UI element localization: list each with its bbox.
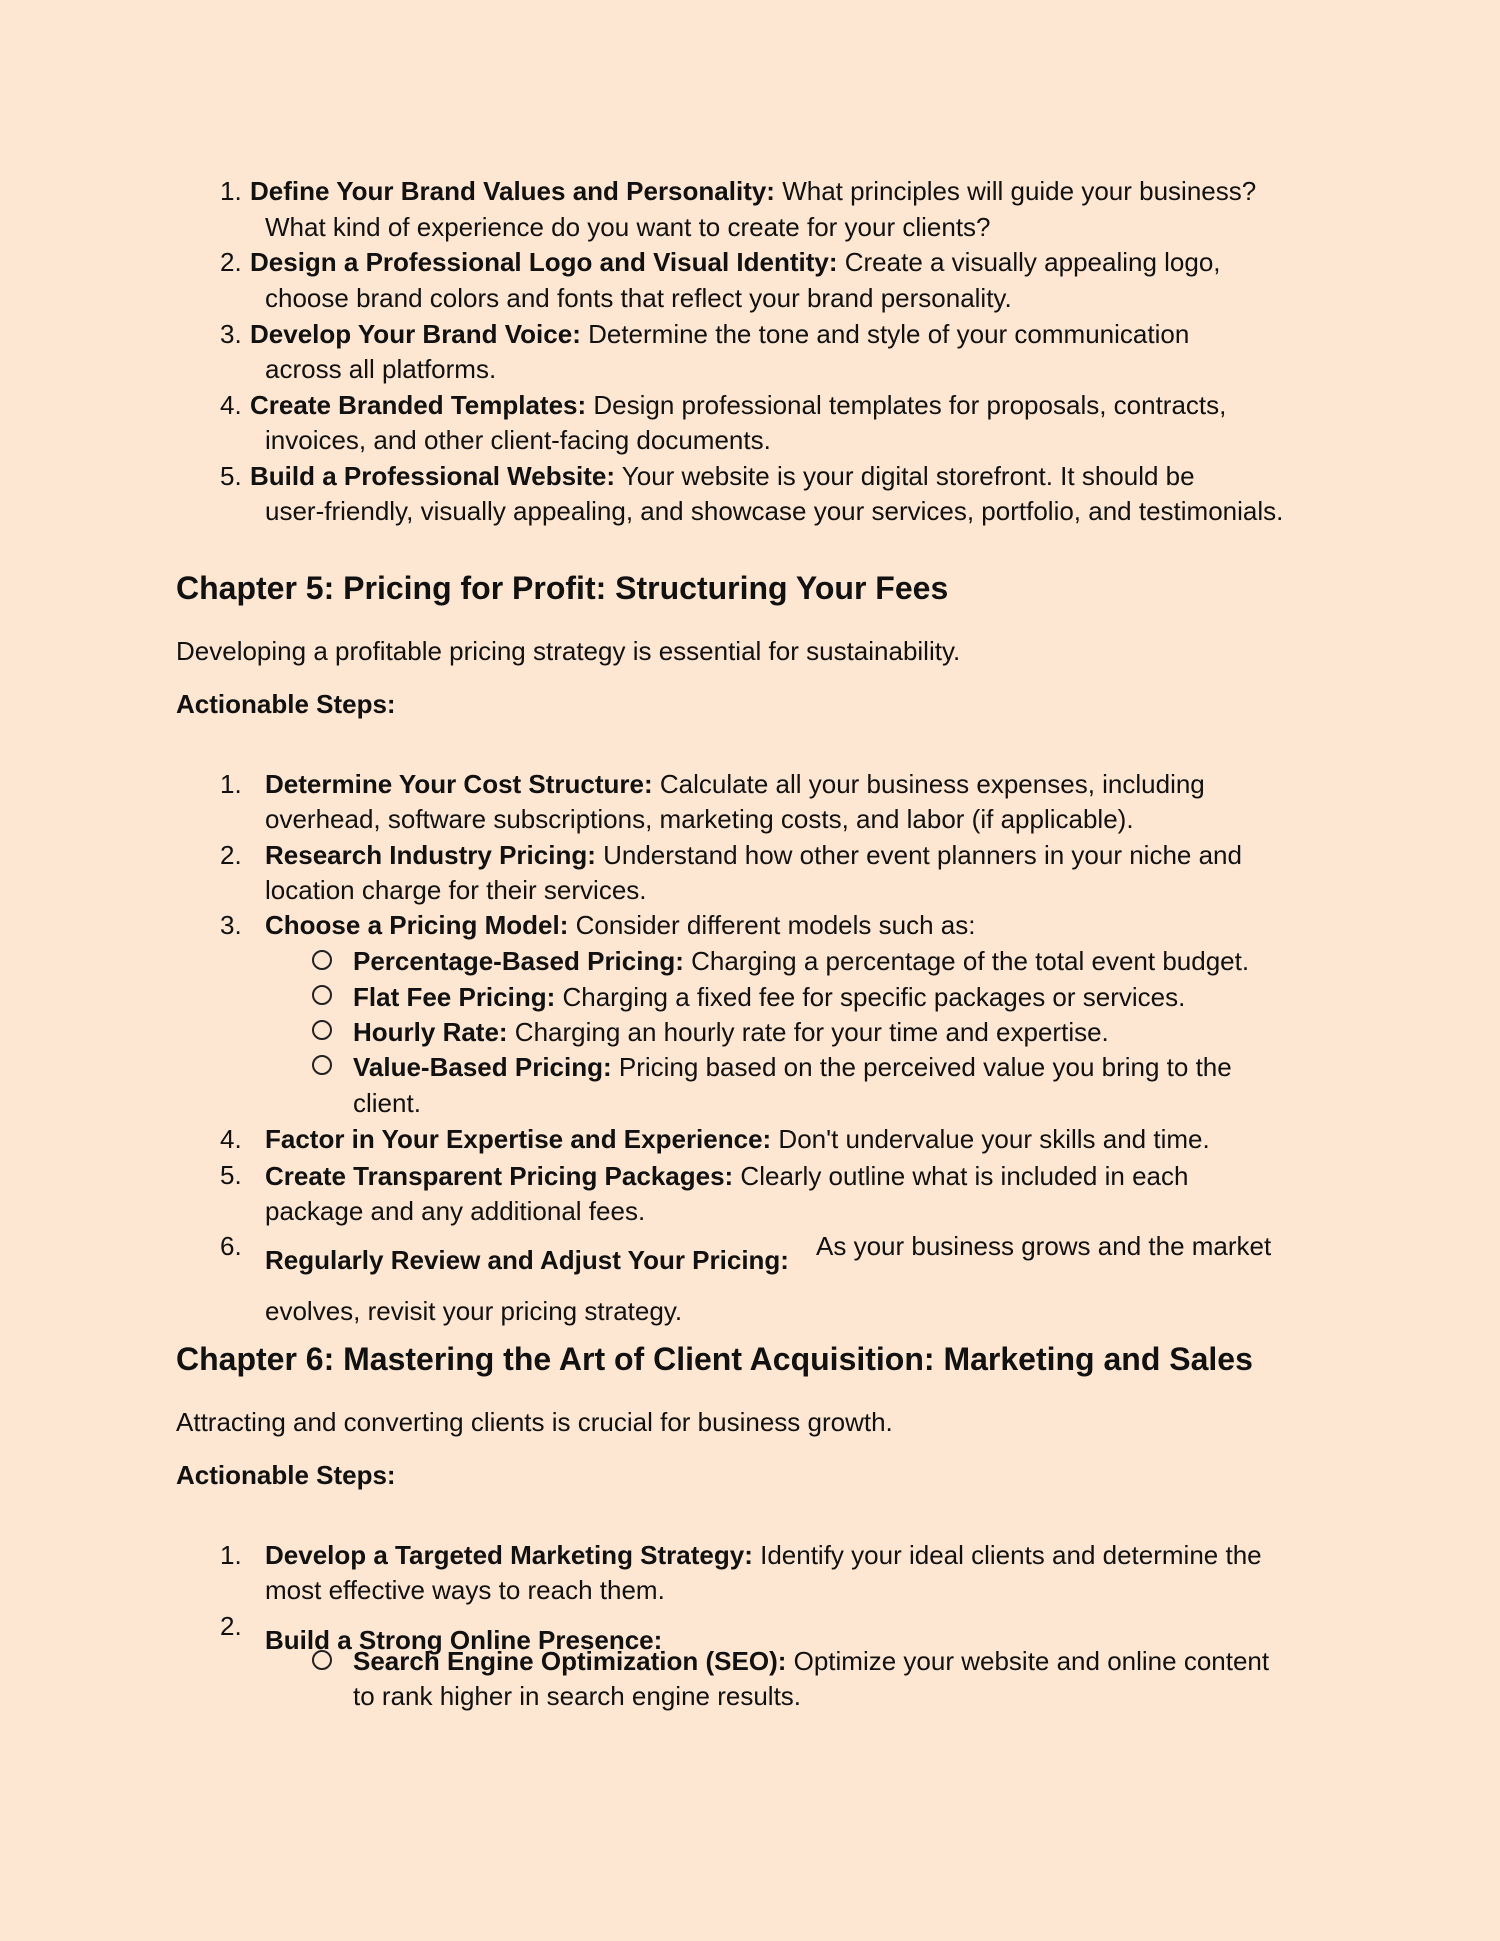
list-number: 2. (220, 247, 242, 277)
list-number: 1. (220, 176, 242, 206)
list-item-continuation: user-friendly, visually appealing, and showcase your services, portfolio, and testimonials. (265, 496, 1284, 526)
list-item-continuation: across all platforms. (265, 354, 497, 384)
list-number: 5. (220, 1160, 242, 1190)
list-item-text: Design professional templates for proposals, contracts, (586, 390, 1227, 420)
list-item (250, 174, 1256, 208)
circle-bullet-icon (312, 1020, 332, 1040)
sub-list-item (353, 1644, 1269, 1678)
sub-item-text: Pricing based on the perceived value you bring to the (611, 1052, 1232, 1082)
list-number: 1. (220, 769, 242, 799)
list-item-title: Research Industry Pricing: (265, 840, 596, 870)
sub-item-title: Flat Fee Pricing: (353, 982, 556, 1012)
sub-item-text: Optimize your website and online content (786, 1646, 1270, 1676)
list-item-title: Choose a Pricing Model: (265, 910, 569, 940)
list-item-text: What principles will guide your business? (774, 176, 1257, 206)
sub-item-text: Charging an hourly rate for your time and expertise. (507, 1017, 1109, 1047)
sub-item-continuation: client. (353, 1088, 421, 1118)
list-number: 6. (220, 1231, 242, 1261)
list-number: 4. (220, 1124, 242, 1154)
list-item (250, 245, 1221, 279)
list-item-continuation: most effective ways to reach them. (265, 1575, 665, 1605)
chapter-5-intro: Developing a profitable pricing strategy is essential for sustainability. (176, 636, 961, 666)
list-item-continuation: invoices, and other client-facing documents. (265, 425, 771, 455)
list-item-continuation: evolves, revisit your pricing strategy. (265, 1296, 683, 1326)
list-number: 3. (220, 910, 242, 940)
list-item (265, 1538, 1262, 1572)
list-item-text: Understand how other event planners in your niche and (595, 840, 1242, 870)
sub-item-continuation: to rank higher in search engine results. (353, 1681, 802, 1711)
list-item-text: Consider different models such as: (568, 910, 976, 940)
list-number: 3. (220, 319, 242, 349)
circle-bullet-icon (312, 1055, 332, 1075)
list-item (265, 1159, 1188, 1193)
list-item-text: Determine the tone and style of your communication (580, 319, 1190, 349)
sub-list-item (353, 1015, 1109, 1049)
list-item-text: As your business grows and the market (816, 1231, 1272, 1261)
sub-item-title: Search Engine Optimization (SEO): (353, 1646, 787, 1676)
chapter-6-heading: Chapter 6: Mastering the Art of Client Acquisition: Marketing and Sales (176, 1341, 1253, 1377)
list-item-title: Develop a Targeted Marketing Strategy: (265, 1540, 753, 1570)
list-item-text: Clearly outline what is included in each (733, 1161, 1189, 1191)
actionable-steps-label: Actionable Steps: (176, 1460, 396, 1490)
list-item-text: Your website is your digital storefront. It should be (615, 461, 1195, 491)
list-item-continuation: package and any additional fees. (265, 1196, 646, 1226)
circle-bullet-icon (312, 985, 332, 1005)
list-item (250, 459, 1195, 493)
list-number: 1. (220, 1540, 242, 1570)
list-item-continuation: What kind of experience do you want to create for your clients? (265, 212, 991, 242)
list-item (250, 388, 1226, 422)
sub-item-title: Hourly Rate: (353, 1017, 508, 1047)
list-item (265, 767, 1205, 801)
list-item (265, 908, 975, 942)
list-item-text: Create a visually appealing logo, (837, 247, 1221, 277)
sub-list-item (353, 944, 1249, 978)
list-item (265, 1122, 1210, 1156)
list-item-title: Create Branded Templates: (250, 390, 587, 420)
list-item-title: Design a Professional Logo and Visual Identity: (250, 247, 838, 277)
circle-bullet-icon (312, 1650, 332, 1670)
list-item (265, 838, 1242, 872)
list-item-continuation: overhead, software subscriptions, marketing costs, and labor (if applicable). (265, 804, 1134, 834)
list-number: 2. (220, 1611, 242, 1641)
sub-item-text: Charging a fixed fee for specific packages or services. (555, 982, 1186, 1012)
sub-item-title: Percentage-Based Pricing: (353, 946, 684, 976)
sub-list-item (353, 980, 1185, 1014)
list-item-title: Build a Strong Online Presence: (265, 1625, 663, 1655)
list-item-continuation: choose brand colors and fonts that reflect your brand personality. (265, 283, 1012, 313)
chapter-5-heading: Chapter 5: Pricing for Profit: Structuring Your Fees (176, 570, 949, 606)
list-item-text: Don't undervalue your skills and time. (771, 1124, 1210, 1154)
list-item-title: Create Transparent Pricing Packages: (265, 1161, 734, 1191)
list-item-title: Define Your Brand Values and Personality: (250, 176, 775, 206)
list-item-title: Regularly Review and Adjust Your Pricing: (265, 1245, 789, 1275)
sub-item-title: Value-Based Pricing: (353, 1052, 612, 1082)
list-item (250, 317, 1189, 351)
list-item-title-line (265, 1243, 789, 1277)
list-number: 5. (220, 461, 242, 491)
list-item-title: Factor in Your Expertise and Experience: (265, 1124, 772, 1154)
list-item-continuation: location charge for their services. (265, 875, 647, 905)
list-item-title: Build a Professional Website: (250, 461, 616, 491)
list-item-text: Identify your ideal clients and determine the (752, 1540, 1262, 1570)
list-number: 4. (220, 390, 242, 420)
list-number: 2. (220, 840, 242, 870)
list-item-text: Calculate all your business expenses, including (652, 769, 1205, 799)
list-item-title: Determine Your Cost Structure: (265, 769, 653, 799)
sub-list-item (353, 1050, 1232, 1084)
sub-item-text: Charging a percentage of the total event budget. (683, 946, 1250, 976)
list-item-title: Develop Your Brand Voice: (250, 319, 581, 349)
actionable-steps-label: Actionable Steps: (176, 689, 396, 719)
circle-bullet-icon (312, 950, 332, 970)
chapter-6-intro: Attracting and converting clients is crucial for business growth. (176, 1407, 893, 1437)
